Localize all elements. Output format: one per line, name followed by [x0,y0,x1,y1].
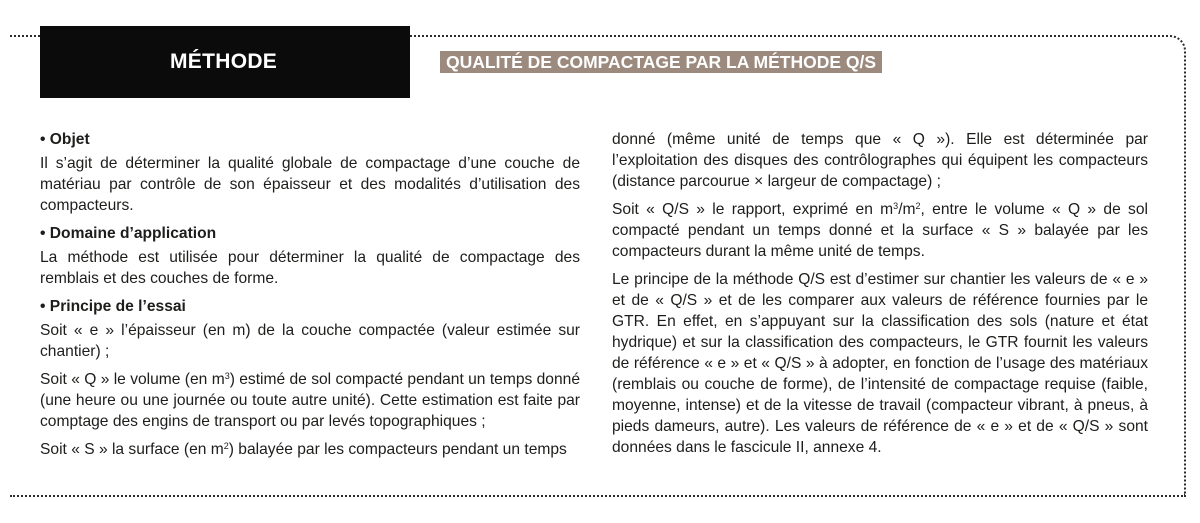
soit-q-paragraph: Soit « Q » le volume (en $m^3$) estimé de sol compacté pendant un temps donné (une heure ou une journée ou toute autre unité). Cette estimation est faite par comptage des engins de transport ou par levés topographiques ; [40,371,580,430]
objet-paragraph: Il s’agit de déterminer la qualité globale de compactage d’une couche de matériau par contrôle de son épaisseur et des modalités d’utilisation des compacteurs. [40,155,580,214]
method-header-box [40,26,410,98]
method-title: MÉTHODE [170,50,278,73]
soit-e-paragraph: Soit « e » l’épaisseur (en m) de la couche compactée (valeur estimée sur chantier) ; [40,322,580,360]
domaine-paragraph: La méthode est utilisée pour déterminer la qualité de compactage des remblais et des couches de forme. [40,249,580,287]
continuation-paragraph: donné (même unité de temps que « Q »). Elle est déterminée par l’exploitation des disques des contrôlographes qui équipent les compacteurs (distance parcourue × largeur de compactage) ; [612,131,1148,190]
objet-heading: • Objet [40,131,90,148]
soit-qs-paragraph: Soit « Q/S » le rapport, exprimé en $m^3/m^2$, entre le volume « Q » de sol compacté pendant un temps donné et la surface « S » balayée par les compacteurs durant la même unité de temps. [612,201,1148,260]
left-column [40,129,580,467]
principe-paragraph: Le principe de la méthode Q/S est d’estimer sur chantier les valeurs de « e » et de « Q/S » et de les comparer aux valeurs de référence fournies par le GTR. En effet, en s’appuyant sur la classification des sols (nature et état hydrique) et sur la classification des compacteurs, le GTR fournit les valeurs de référence « e » et « Q/S » à adopter, en fonction de l’usage des matériaux (remblais ou couche de forme), de l’intensité de compactage requise (faible, moyenne, intense) et de la vitesse de travail (compacteur vibrant, à pneus, à pieds dameurs, autre). Les valeurs de référence de « e » et de « Q/S » sont données dans le fascicule II, annexe 4. [612,271,1148,456]
soit-s-paragraph: Soit « S » la surface (en $m^2$) balayée par les compacteurs pendant un temps [40,441,567,458]
section-subtitle: QUALITÉ DE COMPACTAGE PAR LA MÉTHODE Q/S [440,51,882,73]
principe-heading: • Principe de l’essai [40,298,186,315]
domaine-heading: • Domaine d’application [40,225,217,242]
right-column [612,129,1148,465]
